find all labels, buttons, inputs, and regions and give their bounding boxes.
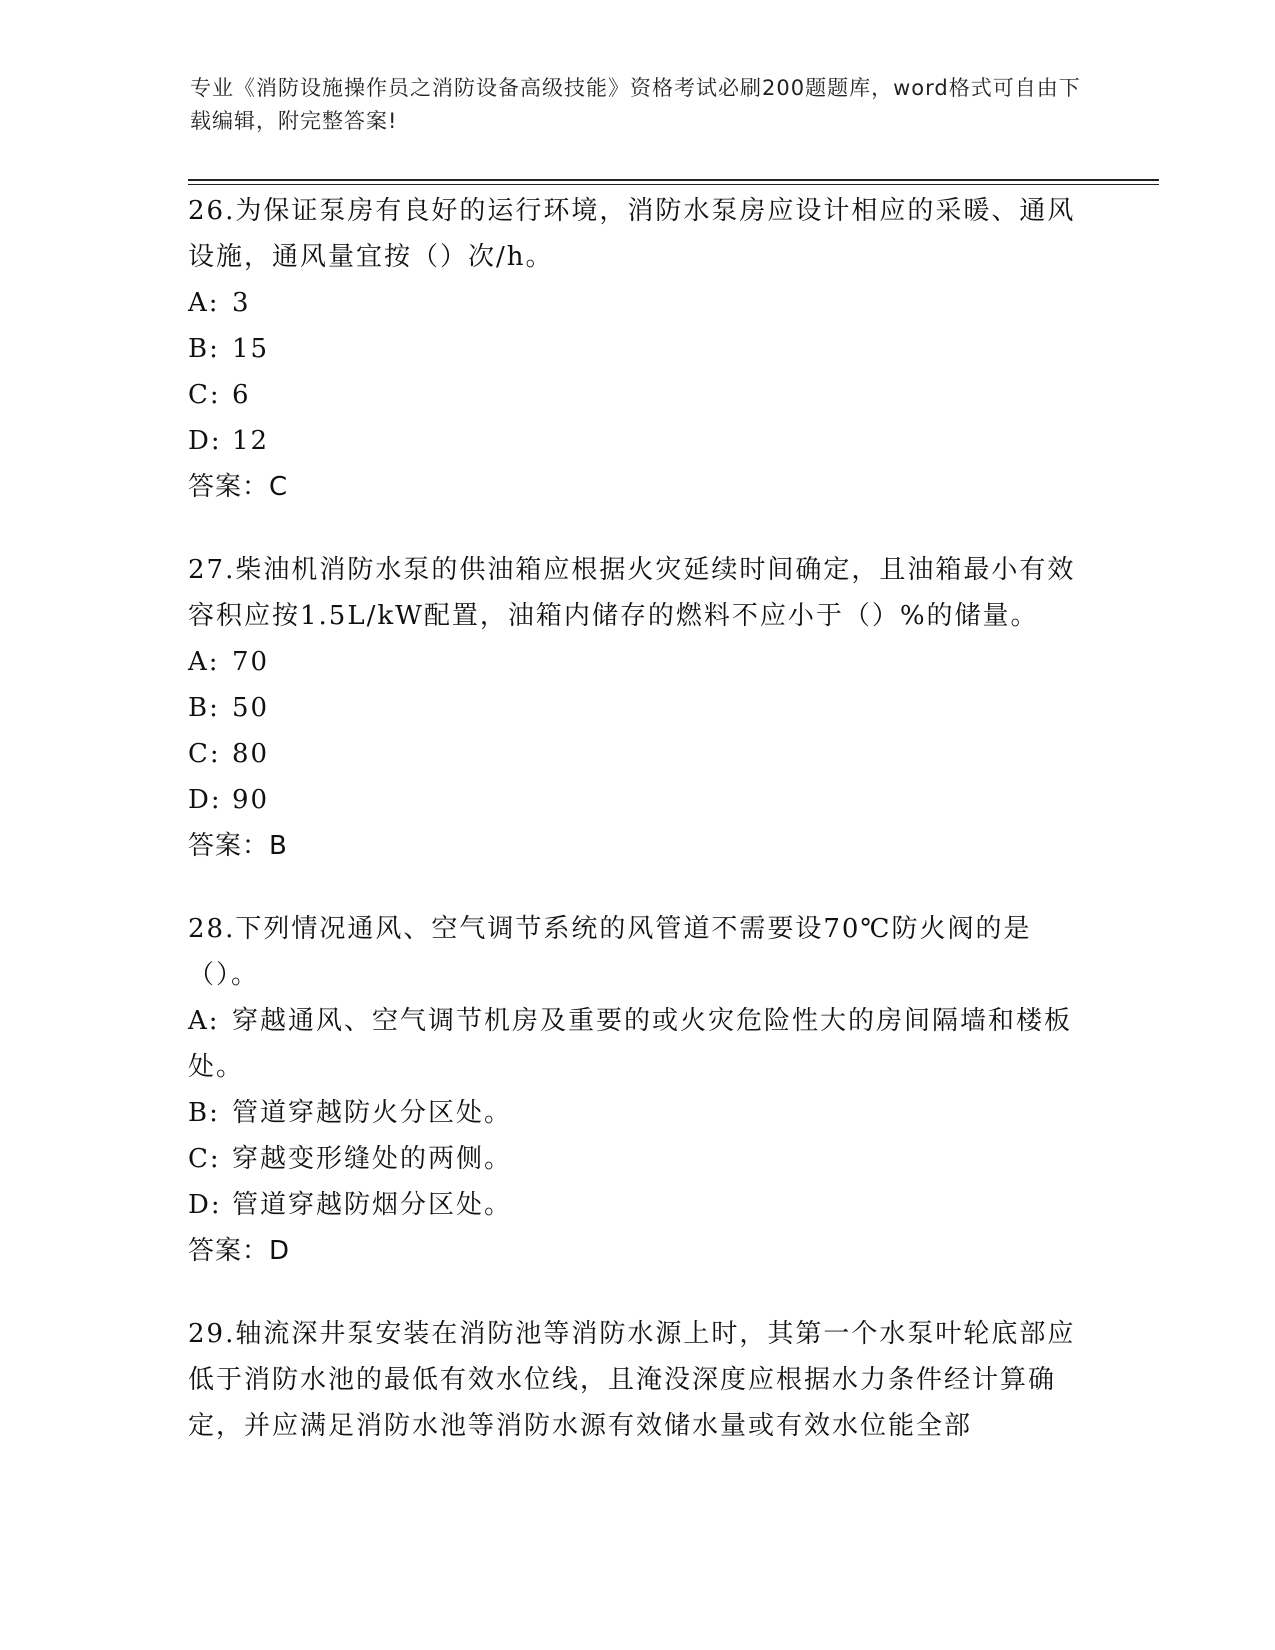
question-stem: 27.柴油机消防水泵的供油箱应根据火灾延续时间确定，且油箱最小有效容积应按1.5L/kW配置，油箱内储存的燃料不应小于（）%的储量。 — [188, 555, 1076, 631]
header-text: 专业《消防设施操作员之消防设备高级技能》资格考试必刷200题题库，word格式可自由下载编辑，附完整答案! — [190, 76, 1081, 133]
option-text: 70 — [232, 647, 270, 677]
question-26 — [188, 188, 1088, 510]
option-text: 90 — [232, 785, 270, 815]
option-b — [188, 685, 1088, 731]
option-text: 管道穿越防烟分区处。 — [232, 1190, 513, 1220]
question-stem: 28.下列情况通风、空气调节系统的风管道不需要设70℃防火阀的是（）。 — [188, 914, 1032, 990]
option-text: 12 — [232, 426, 270, 456]
document-header — [190, 72, 1090, 138]
option-c — [188, 1136, 1088, 1182]
option-letter: A: — [188, 288, 220, 318]
question-28 — [188, 906, 1088, 1274]
option-a — [188, 280, 1088, 326]
option-text: 穿越通风、空气调节机房及重要的或火灾危险性大的房间隔墙和楼板处。 — [188, 1006, 1073, 1082]
option-letter: C: — [188, 1144, 221, 1174]
question-stem: 26.为保证泵房有良好的运行环境，消防水泵房应设计相应的采暖、通风设施，通风量宜按（）次/h。 — [188, 196, 1076, 272]
option-text: 3 — [232, 288, 251, 318]
answer-line: 答案：C — [188, 472, 289, 502]
option-letter: D: — [188, 426, 222, 456]
question-stem: 29.轴流深井泵安装在消防池等消防水源上时，其第一个水泵叶轮底部应低于消防水池的最低有效水位线，且淹没深度应根据水力条件经计算确定，并应满足消防水池等消防水源有效储水量或有效水位能全部 — [188, 1319, 1076, 1441]
header-divider-thick — [188, 179, 1159, 181]
option-letter: D: — [188, 1190, 222, 1220]
question-27 — [188, 547, 1088, 869]
question-29 — [188, 1311, 1088, 1449]
option-text: 50 — [232, 693, 270, 723]
answer-line: 答案：B — [188, 831, 288, 861]
option-letter: B: — [188, 334, 220, 364]
option-a — [188, 998, 1088, 1090]
option-text: 管道穿越防火分区处。 — [232, 1098, 513, 1128]
option-letter: D: — [188, 785, 222, 815]
option-letter: B: — [188, 693, 220, 723]
question-list — [188, 188, 1088, 1486]
option-d — [188, 1182, 1088, 1228]
option-letter: C: — [188, 380, 221, 410]
option-letter: B: — [188, 1098, 220, 1128]
option-d — [188, 777, 1088, 823]
option-a — [188, 639, 1088, 685]
answer-line: 答案：D — [188, 1236, 291, 1266]
option-text: 6 — [232, 380, 251, 410]
option-letter: A: — [188, 647, 220, 677]
option-c — [188, 372, 1088, 418]
option-d — [188, 418, 1088, 464]
option-b — [188, 1090, 1088, 1136]
option-letter: C: — [188, 739, 221, 769]
option-text: 15 — [232, 334, 270, 364]
header-divider-thin — [188, 184, 1159, 185]
option-c — [188, 731, 1088, 777]
option-text: 80 — [232, 739, 270, 769]
option-letter: A: — [188, 1006, 220, 1036]
option-text: 穿越变形缝处的两侧。 — [232, 1144, 513, 1174]
option-b — [188, 326, 1088, 372]
